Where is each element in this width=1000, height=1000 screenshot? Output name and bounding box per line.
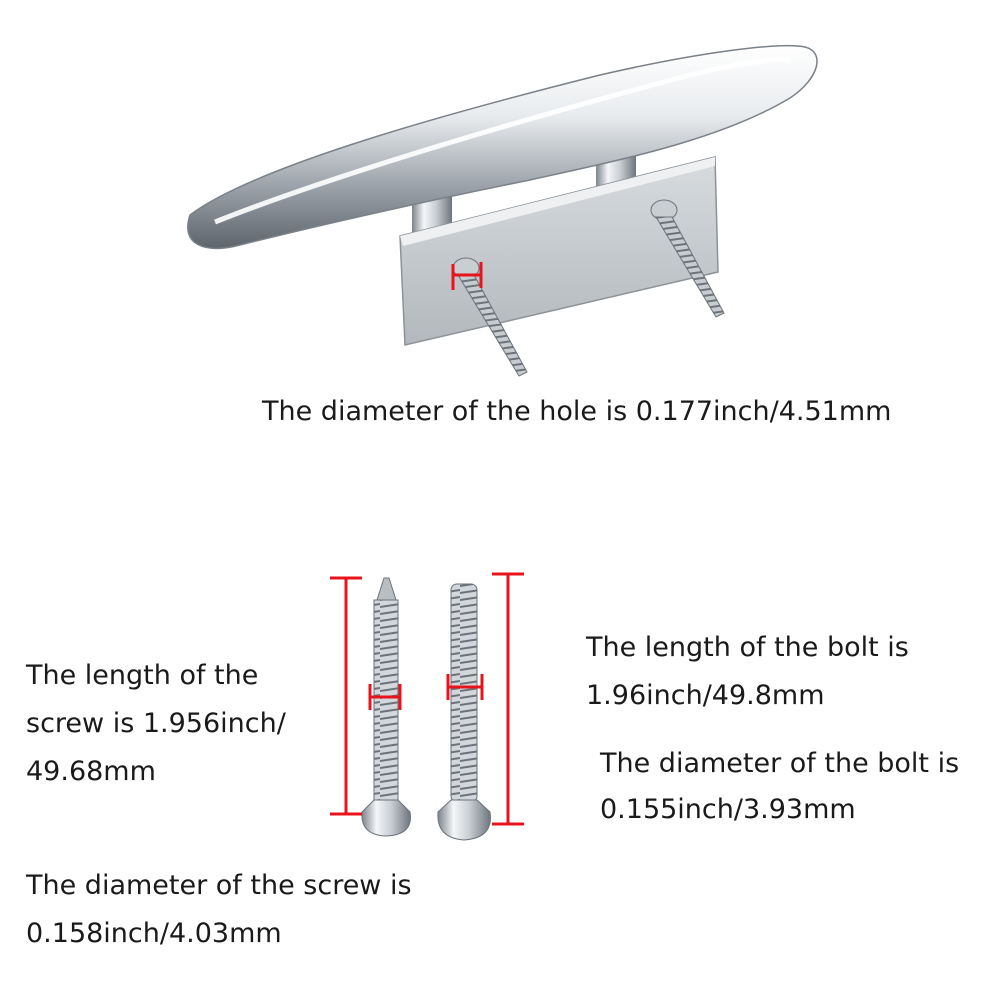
bolt-head (438, 800, 491, 840)
screw-diameter-caption-line2: 0.158inch/4.03mm (26, 918, 282, 949)
bolt-length-caption-line2: 1.96inch/49.8mm (586, 680, 825, 711)
bolt-diameter-caption-line1: The diameter of the bolt is (600, 748, 960, 779)
bolt-diameter-caption-line2: 0.155inch/3.93mm (600, 794, 856, 825)
screw-head (362, 800, 411, 836)
bolt-length-caption-line1: The length of the bolt is (586, 632, 909, 663)
screw-length-caption-line1: The length of the (26, 660, 259, 691)
screw-length-caption-line2: screw is 1.956inch/ (26, 708, 286, 739)
machine-bolt-image (438, 584, 491, 840)
screw-length-marker (330, 578, 362, 814)
hole-diameter-caption: The diameter of the hole is 0.177inch/4.51mm (262, 396, 892, 427)
screw-length-caption-line3: 49.68mm (26, 756, 156, 787)
screw-diameter-caption-line1: The diameter of the screw is (26, 870, 412, 901)
cleat-image (188, 46, 817, 376)
bolt-length-marker (492, 574, 524, 824)
